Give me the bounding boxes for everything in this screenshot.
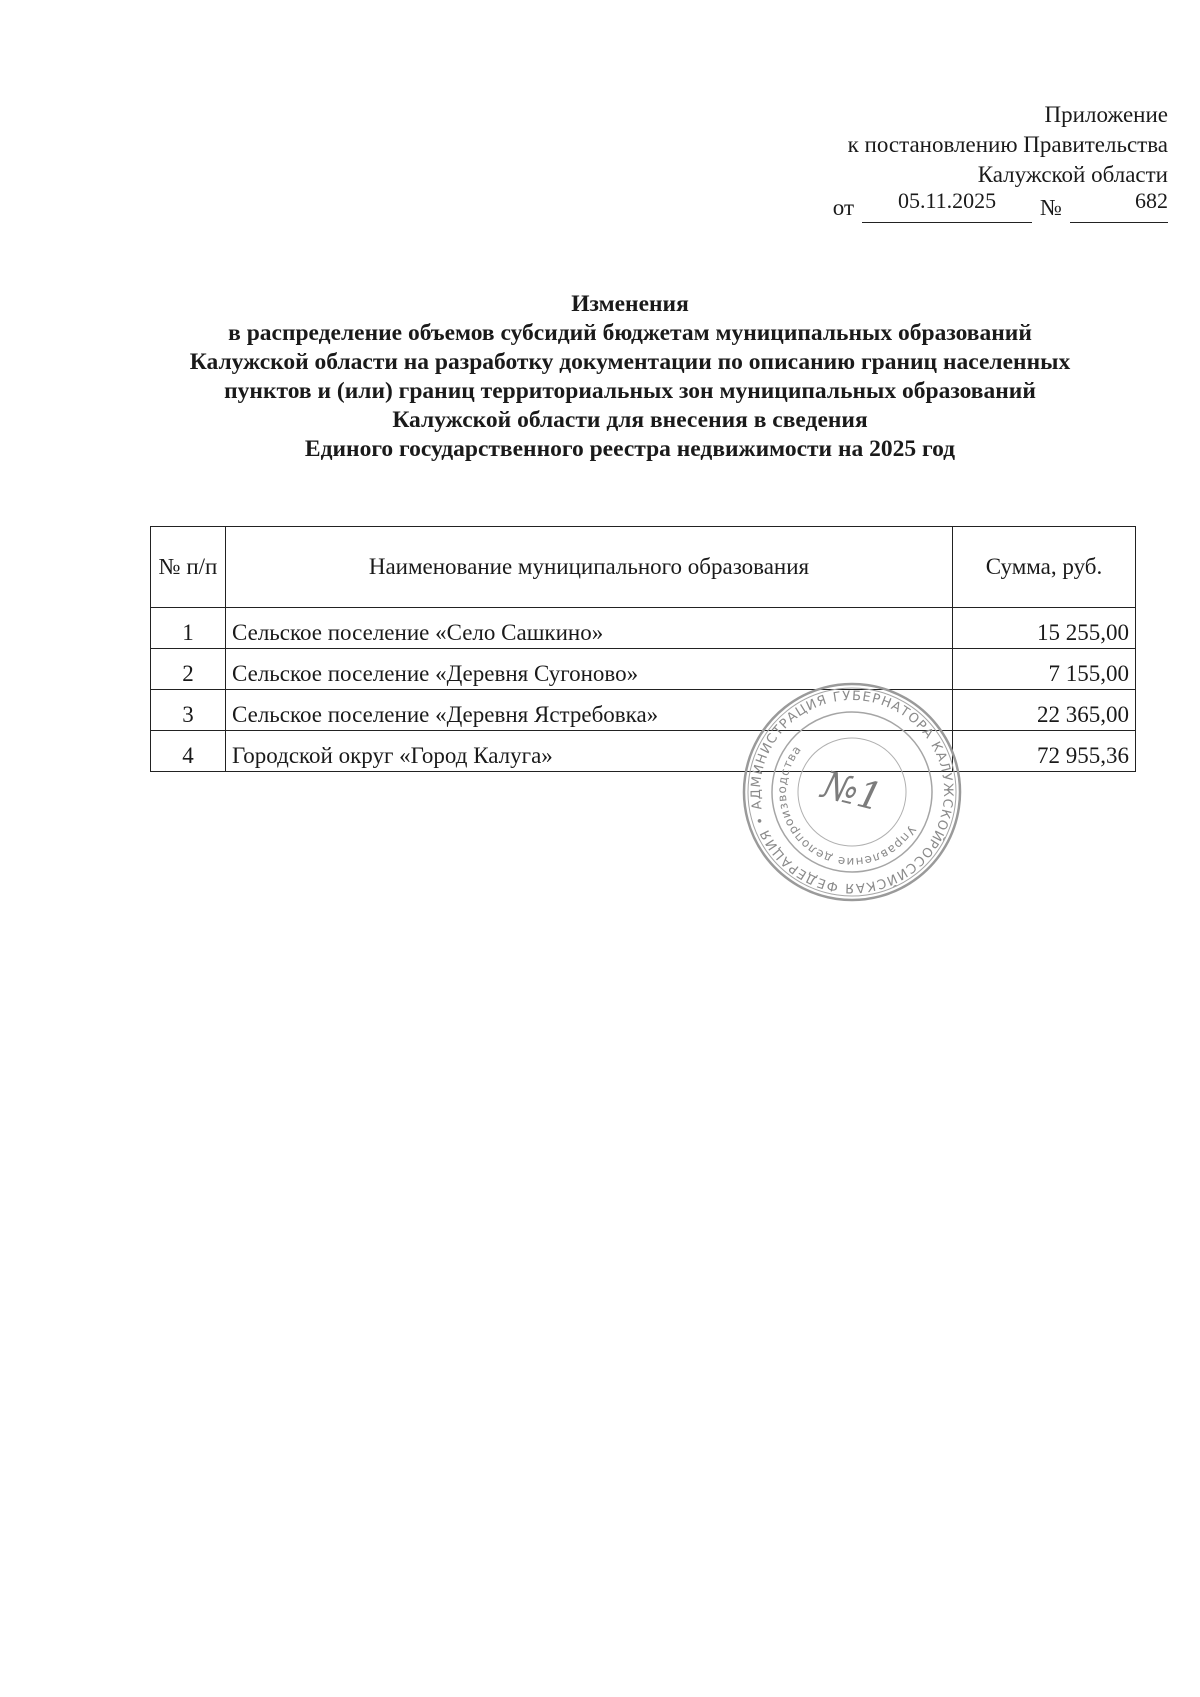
document-title [130, 290, 1130, 464]
row-name: Городской округ «Город Калуга» [226, 731, 953, 772]
appendix-title: Приложение [1044, 102, 1168, 127]
title-line-1: Изменения [571, 291, 689, 317]
decree-date: 05.11.2025 [897, 188, 997, 213]
table-row [151, 690, 1136, 731]
stamp-inner-text: Управление делопроизводства [774, 742, 919, 870]
official-seal-stamp [740, 680, 964, 904]
stamp-outer-text: РОССИЙСКАЯ ФЕДЕРАЦИЯ • АДМИНИСТРАЦИЯ ГУБЕРНАТОРА КАЛУЖСКОЙ [748, 688, 956, 896]
row-num: 3 [151, 690, 226, 731]
title-line-5: Калужской области для внесения в сведения [392, 407, 868, 433]
header-sum: Сумма, руб. [953, 527, 1136, 608]
row-num: 2 [151, 649, 226, 690]
appendix-date-line [748, 188, 1168, 223]
table-row [151, 649, 1136, 690]
row-sum: 7 155,00 [953, 649, 1136, 690]
number-blank [1070, 188, 1168, 223]
from-label: от [832, 195, 855, 220]
table-header-row [151, 527, 1136, 608]
row-sum: 15 255,00 [953, 608, 1136, 649]
header-name: Наименование муниципального образования [226, 527, 953, 608]
date-blank [862, 188, 1032, 223]
stamp-center-number: №1 [817, 762, 887, 820]
title-line-3: Калужской области на разработку документации по описанию границ населенных [189, 349, 1071, 375]
number-label: № [1040, 195, 1062, 220]
title-line-6: Единого государственного реестра недвижимости на 2025 год [304, 436, 956, 462]
row-name: Сельское поселение «Деревня Сугоново» [226, 649, 953, 690]
row-name: Сельское поселение «Село Сашкино» [226, 608, 953, 649]
header-num: № п/п [151, 527, 226, 608]
row-name: Сельское поселение «Деревня Ястребовка» [226, 690, 953, 731]
table-row [151, 608, 1136, 649]
table-row [151, 731, 1136, 772]
title-line-4: пунктов и (или) границ территориальных зон муниципальных образований [224, 378, 1036, 404]
appendix-region: Калужской области [977, 162, 1168, 187]
row-sum: 72 955,36 [953, 731, 1136, 772]
decree-number: 682 [1135, 188, 1168, 213]
title-line-2: в распределение объемов субсидий бюджетам муниципальных образований [228, 320, 1032, 346]
subsidy-table [150, 526, 1136, 772]
appendix-block [748, 100, 1168, 223]
row-sum: 22 365,00 [953, 690, 1136, 731]
appendix-decree: к постановлению Правительства [847, 132, 1168, 157]
row-num: 4 [151, 731, 226, 772]
row-num: 1 [151, 608, 226, 649]
